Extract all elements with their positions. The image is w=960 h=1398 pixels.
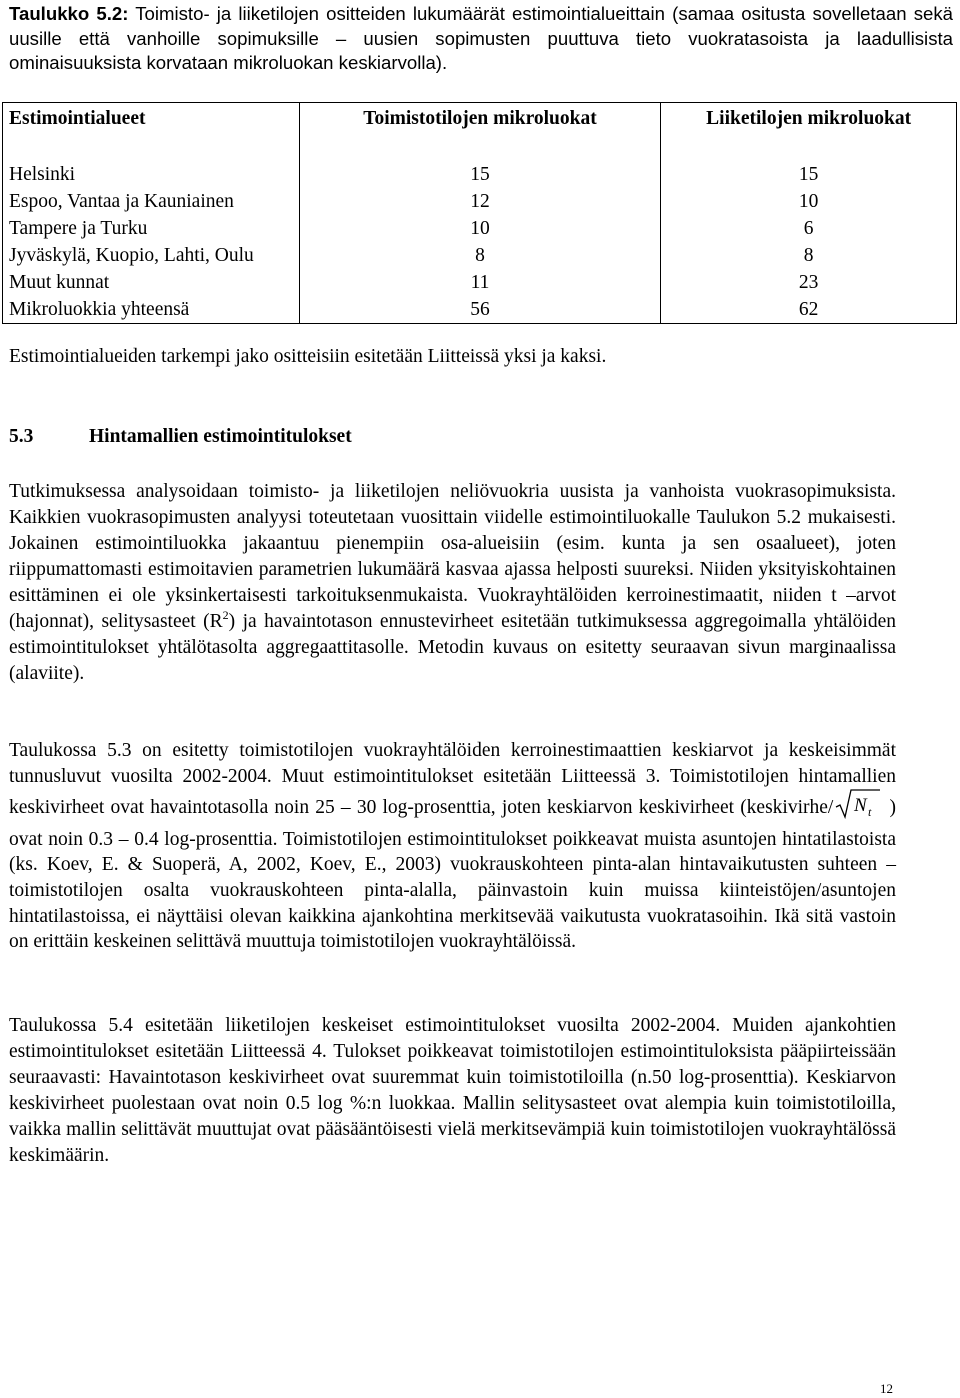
caption-label: Taulukko 5.2: — [9, 3, 129, 24]
r-squared-superscript: 2 — [222, 608, 229, 622]
region-cell: Mikroluokkia yhteensä — [3, 296, 300, 324]
paragraph-1 — [9, 479, 896, 687]
sqrt-symbol-icon — [835, 789, 881, 827]
section-heading — [9, 426, 352, 448]
office-cell: 8 — [299, 242, 661, 269]
caption-text: Toimisto- ja liiketilojen ositteiden lukumäärät estimointialueittain (samaa ositusta sovelletaan sekä uusille että vanhoille sopimuksille – uusien sopimusten puuttuva tieto vuokratasoista ja laadullisista ominaisuuksista korvataan mikroluokan keskiarvolla). — [9, 3, 953, 73]
region-cell: Jyväskylä, Kuopio, Lahti, Oulu — [3, 242, 300, 269]
paragraph-2 — [9, 738, 896, 955]
paragraph-2-text-a: Taulukossa 5.3 on esitetty toimistotilojen vuokrayhtälöiden kerroinestimaattien keskiarvot ja keskeisimmät tunnusluvut vuosilta 2002-2004. Muut estimointitulokset esitetään Liitteessä 3. Toimistotilojen hintamallien keskivirheet ovat havaintotasolla noin 25 – 30 log-prosenttia, joten keskiarvon keskivirheet (keskivirhe/ — [9, 740, 896, 819]
header-office: Toimistotilojen mikroluokat — [299, 103, 661, 162]
region-cell: Helsinki — [3, 161, 300, 188]
table-row — [3, 296, 957, 324]
region-cell: Tampere ja Turku — [3, 215, 300, 242]
table-row — [3, 215, 957, 242]
section-title: Hintamallien estimointitulokset — [89, 426, 352, 447]
table-note: Estimointialueiden tarkempi jako ositteisiin esitetään Liitteissä yksi ja kaksi. — [9, 346, 607, 367]
paragraph-3: Taulukossa 5.4 esitetään liiketilojen keskeiset estimointitulokset vuosilta 2002-2004. Muiden ajankohtien estimointitulokset esitetään Liitteessä 4. Tulokset poikkeavat toimistotilojen estimointituloksista pääpiirteissään seuraavasti: Havaintotason keskivirheet ovat suuremmat kuin toimistotiloilla (n.50 log-prosenttia). Keskiarvon keskivirheet puolestaan ovat noin 0.5 log %:n luokkaa. Mallin selitysasteet ovat alempia kuin toimistotiloilla, vaikka mallin selittävät muuttujat ovat pääsääntöisesti vielä merkitsevämpiä kuin toimistotilojen vuokrayhtälössä keskimäärin. — [9, 1015, 896, 1166]
office-cell: 10 — [299, 215, 661, 242]
sqrt-symbol-t: t — [868, 805, 872, 820]
retail-cell: 62 — [661, 296, 957, 324]
retail-cell: 6 — [661, 215, 957, 242]
region-cell: Muut kunnat — [3, 269, 300, 296]
header-region: Estimointialueet — [3, 103, 300, 162]
retail-cell: 10 — [661, 188, 957, 215]
region-cell: Espoo, Vantaa ja Kauniainen — [3, 188, 300, 215]
table-header-row — [3, 103, 957, 162]
retail-cell: 23 — [661, 269, 957, 296]
section-number: 5.3 — [9, 426, 34, 447]
office-cell: 56 — [299, 296, 661, 324]
paragraph-1-text-a: Tutkimuksessa analysoidaan toimisto- ja liiketilojen neliövuokria uusista ja vanhoista vuokrasopimuksista. Kaikkien vuokrasopimusten analyysi toteutetaan vuosittain viidelle estimointiluokalle Taulukon 5.2 mukaisesti. Jokainen estimointiluokka jakaantuu pienempiin osa-alueisiin (esim. kunta ja sen osaalueet), joten riippumattomasti estimoitavien parametrien lukumäärä kasvaa ajassa helposti suureksi. Niiden yksityiskohtainen esittäminen ei ole yksinkertaisesti tarkoituksenmukaista. Vuokrayhtälöiden kerroinestimaatit, niiden t –arvot (hajonnat), selitysasteet (R — [9, 481, 896, 632]
paragraph-1-text-b: ) ja havaintotason ennustevirheet esitetään tutkimuksessa aggregoimalla yhtälöiden estimointitulokset yhtälötasolta aggregaattitasolle. Metodin kuvaus on esitetty seuraavan sivun marginaalissa (alaviite). — [9, 611, 897, 684]
office-cell: 12 — [299, 188, 661, 215]
page-number: 12 — [880, 1381, 893, 1396]
retail-cell: 8 — [661, 242, 957, 269]
header-retail: Liiketilojen mikroluokat — [661, 103, 957, 162]
office-cell: 15 — [299, 161, 661, 188]
table-row — [3, 161, 957, 188]
table-caption — [9, 2, 953, 76]
office-cell: 11 — [299, 269, 661, 296]
paragraph-2-text-b: ) ovat noin 0.3 – 0.4 log-prosenttia. Toimistotilojen estimointitulokset poikkeavat muista asuntojen hintatilastoista (ks. Koev, E. & Suoperä, A, 2002, Koev, E., 2003) vuokrauskohteen pinta-alan hintavaikutusten suhteen – toimistotilojen osalta vuokrauskohteen pinta-alalla, päinvastoin kuin muissa kiinteistöjen/asuntojen hintatilastoissa, ei näyttäisi olevan kaikkina ajankohtina merkitsevää vaikutusta vuokratasoihin. Ikä sitä vastoin on erittäin keskeinen selittävä muuttuja toimistotilojen vuokrayhtälöissä. — [9, 797, 897, 953]
sqrt-symbol-n: N — [854, 795, 868, 817]
table-row — [3, 269, 957, 296]
table-row — [3, 242, 957, 269]
retail-cell: 15 — [661, 161, 957, 188]
table-row — [3, 188, 957, 215]
microclass-table — [2, 102, 957, 324]
